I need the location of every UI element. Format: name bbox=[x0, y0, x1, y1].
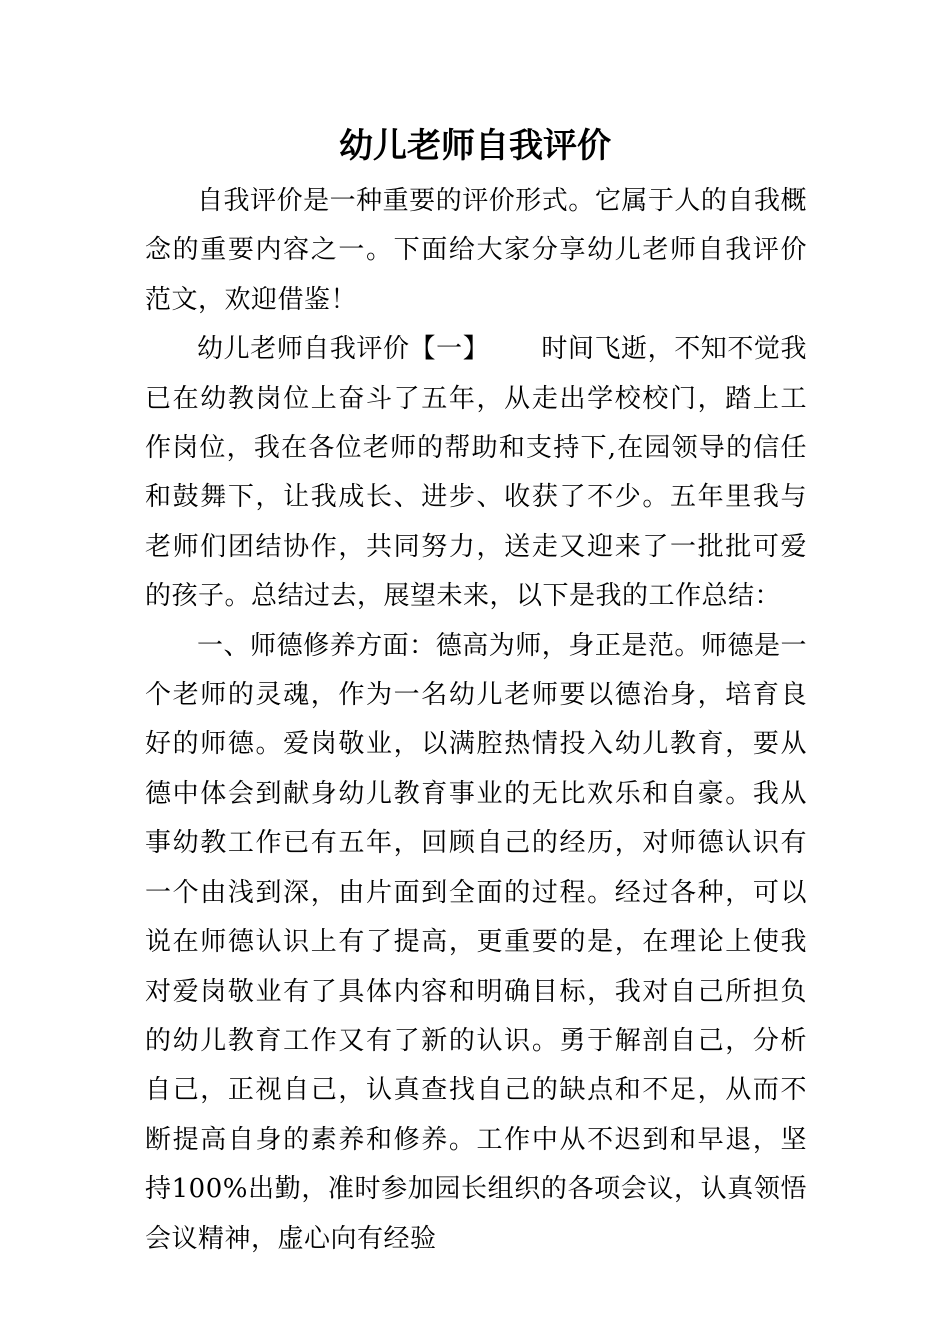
ethics-text: 一、师德修养方面：德高为师，身正是范。师德是一个老师的灵魂，作为一名幼儿老师要以德治身，培育良好的师德。爱岗敬业，以满腔热情投入幼儿教育，要从德中体会到献身幼儿教育事业的无比欢乐和自豪。我从事幼教工作已有五年，回顾自己的经历，对师德认识有一个由浅到深，由片面到全面的过程。经过各种，可以说在师德认识上有了提高，更重要的是，在理论上使我对爱岗敬业有了具体内容和明确目标，我对自己所担负的幼儿教育工作又有了新的认识。勇于解剖自己，分析自己，正视自己，认真查找自己的缺点和不足，从而不断提高自身的素养和修养。工作中从不迟到和早退，坚持100%出勤，准时参加园长组织的各项会议，认真领悟会议精神，虚心向有经验 bbox=[145, 630, 807, 1254]
section-one-text: 时间飞逝，不知不觉我已在幼教岗位上奋斗了五年，从走出学校校门，踏上工作岗位，我在各位老师的帮助和支持下,在园领导的信任和鼓舞下，让我成长、进步、收获了不少。五年里我与老师们团结协作，共同努力，送走又迎来了一批批可爱的孩子。总结过去，展望未来，以下是我的工作总结： bbox=[145, 334, 807, 612]
document-title: 幼儿老师自我评价 bbox=[339, 126, 611, 166]
intro-paragraph bbox=[145, 177, 807, 325]
document-body bbox=[145, 177, 807, 1264]
intro-text: 自我评价是一种重要的评价形式。它属于人的自我概念的重要内容之一。下面给大家分享幼儿老师自我评价范文，欢迎借鉴！ bbox=[145, 186, 807, 315]
ethics-paragraph bbox=[145, 622, 807, 1264]
section-heading: 幼儿老师自我评价【一】 bbox=[197, 334, 490, 365]
section-one-paragraph bbox=[145, 325, 807, 621]
